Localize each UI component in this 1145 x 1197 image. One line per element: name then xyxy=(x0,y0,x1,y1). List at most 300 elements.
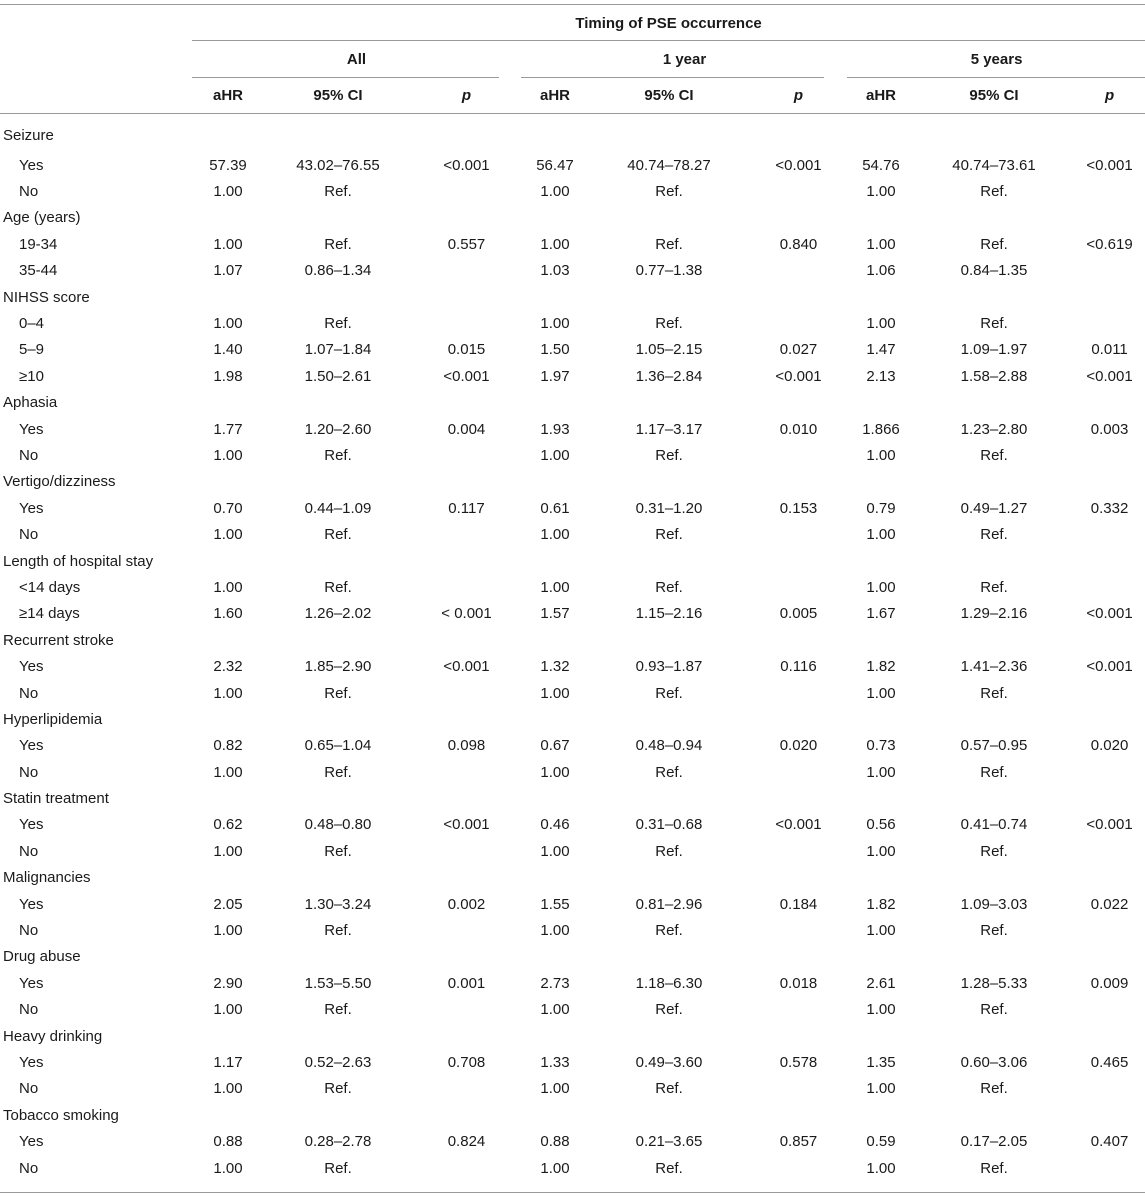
table-cell: 0.70 xyxy=(213,499,243,517)
category-label: Statin treatment xyxy=(3,790,109,808)
table-cell xyxy=(1074,785,1145,811)
table-cell xyxy=(749,178,848,204)
table-cell: 1.00 xyxy=(866,183,896,201)
table-cell xyxy=(1074,114,1145,153)
table-cell xyxy=(412,310,521,336)
table-cell: 0.465 xyxy=(1090,1053,1129,1071)
table-cell xyxy=(589,865,749,891)
table-cell: 1.00 xyxy=(866,1001,896,1019)
table-cell: 0.002 xyxy=(447,895,486,913)
table-row xyxy=(0,891,1145,917)
table-cell: 1.00 xyxy=(213,1001,243,1019)
table-cell: 1.07–1.84 xyxy=(304,341,372,359)
table-cell: 0.44–1.09 xyxy=(304,499,372,517)
table-cell xyxy=(1074,205,1145,231)
table-row xyxy=(0,653,1145,679)
table-cell xyxy=(914,1023,1074,1049)
table-row xyxy=(0,310,1145,336)
table-cell xyxy=(848,865,914,891)
table-cell: 1.26–2.02 xyxy=(304,605,372,623)
table-cell: <0.001 xyxy=(443,156,490,174)
table-row xyxy=(0,838,1145,864)
table-cell xyxy=(749,390,848,416)
table-row xyxy=(0,363,1145,389)
table-cell xyxy=(412,1155,521,1181)
table-cell: 1.40 xyxy=(213,341,243,359)
table-cell xyxy=(914,1102,1074,1128)
table-cell xyxy=(412,1023,521,1049)
table-cell: Ref. xyxy=(324,842,352,860)
table-row xyxy=(0,416,1145,442)
col-ahr: aHR xyxy=(865,86,896,104)
table-cell xyxy=(1074,574,1145,600)
table-cell xyxy=(914,944,1074,970)
table-cell: 40.74–78.27 xyxy=(627,156,711,174)
table-cell xyxy=(412,997,521,1023)
table-cell xyxy=(749,574,848,600)
table-cell xyxy=(412,917,521,943)
table-row xyxy=(0,231,1145,257)
category-row xyxy=(0,865,1145,891)
table-row xyxy=(0,1076,1145,1102)
table-cell: 0.93–1.87 xyxy=(635,658,703,676)
table-cell: 1.35 xyxy=(866,1053,896,1071)
row-label: Yes xyxy=(19,737,44,755)
table-cell: Ref. xyxy=(655,922,683,940)
row-label: ≥14 days xyxy=(19,605,80,623)
table-cell: 0.46 xyxy=(540,816,570,834)
table-cell xyxy=(412,442,521,468)
table-cell: 56.47 xyxy=(536,156,574,174)
category-label: Seizure xyxy=(3,126,54,144)
col-p: p xyxy=(461,86,472,104)
table-cell: 1.00 xyxy=(540,235,570,253)
row-label: Yes xyxy=(19,974,44,992)
table-cell xyxy=(589,390,749,416)
table-cell xyxy=(1074,627,1145,653)
table-cell: 1.18–6.30 xyxy=(635,974,703,992)
table-cell: 1.00 xyxy=(540,183,570,201)
table-cell: 1.00 xyxy=(866,578,896,596)
table-cell xyxy=(749,284,848,310)
table-row xyxy=(0,1049,1145,1075)
table-cell: <0.001 xyxy=(1086,605,1133,623)
table-cell xyxy=(412,1102,521,1128)
table-cell: 0.60–3.06 xyxy=(960,1053,1028,1071)
table-cell: Ref. xyxy=(980,446,1008,464)
table-cell xyxy=(192,390,264,416)
table-cell xyxy=(914,548,1074,574)
table-cell: 1.00 xyxy=(540,1159,570,1177)
col-ci: 95% CI xyxy=(969,86,1019,104)
table-cell: Ref. xyxy=(324,235,352,253)
table-cell: 1.55 xyxy=(540,895,570,913)
table-cell: Ref. xyxy=(655,235,683,253)
table-cell: 0.88 xyxy=(213,1133,243,1151)
table-cell: 0.117 xyxy=(448,499,485,517)
table-cell xyxy=(749,205,848,231)
table-cell: 1.00 xyxy=(213,763,243,781)
table-cell xyxy=(412,284,521,310)
table-cell: 0.28–2.78 xyxy=(304,1133,372,1151)
table-cell xyxy=(1074,680,1145,706)
table-row xyxy=(0,258,1145,284)
table-cell xyxy=(848,944,914,970)
table-cell xyxy=(521,284,589,310)
table-cell xyxy=(749,1076,848,1102)
table-cell: 1.93 xyxy=(540,420,570,438)
table-cell: 0.020 xyxy=(779,737,818,755)
table-cell: 1.00 xyxy=(866,842,896,860)
table-cell xyxy=(264,114,412,153)
table-cell: <0.001 xyxy=(775,367,822,385)
table-cell xyxy=(589,706,749,732)
table-cell xyxy=(848,114,914,153)
table-cell: 0.332 xyxy=(1090,499,1129,517)
table-cell xyxy=(749,838,848,864)
table-cell: 1.58–2.88 xyxy=(960,367,1028,385)
table-cell xyxy=(192,548,264,574)
table-cell: 0.027 xyxy=(779,341,818,359)
table-cell: 0.005 xyxy=(779,605,818,623)
table-cell: 1.00 xyxy=(213,684,243,702)
row-label: Yes xyxy=(19,1133,44,1151)
table-cell xyxy=(192,205,264,231)
table-cell xyxy=(749,469,848,495)
row-label: 5–9 xyxy=(19,341,45,359)
table-cell: <0.001 xyxy=(1086,367,1133,385)
table-cell: 0.009 xyxy=(1090,974,1129,992)
table-cell xyxy=(1074,469,1145,495)
table-cell: 1.00 xyxy=(540,763,570,781)
table-cell: 1.00 xyxy=(213,1159,243,1177)
table-cell: Ref. xyxy=(655,684,683,702)
col-ahr: aHR xyxy=(212,86,243,104)
table-cell: 1.82 xyxy=(866,895,896,913)
table-cell: 1.00 xyxy=(540,1001,570,1019)
table-cell xyxy=(749,680,848,706)
table-cell xyxy=(749,759,848,785)
table-cell: 0.098 xyxy=(447,737,486,755)
table-cell xyxy=(412,759,521,785)
table-cell xyxy=(848,390,914,416)
table-cell: 0.62 xyxy=(213,816,243,834)
table-cell: 1.57 xyxy=(540,605,570,623)
group-1-year: 1 year xyxy=(662,50,707,68)
table-cell: 0.21–3.65 xyxy=(635,1133,703,1151)
table-cell: Ref. xyxy=(655,446,683,464)
table-cell: 0.010 xyxy=(779,420,818,438)
table-cell: 0.17–2.05 xyxy=(960,1133,1028,1151)
table-cell xyxy=(521,865,589,891)
table-row xyxy=(0,1155,1145,1181)
table-cell: 1.00 xyxy=(866,1080,896,1098)
table-cell xyxy=(264,627,412,653)
table-cell: 1.00 xyxy=(213,183,243,201)
table-cell: 0.578 xyxy=(779,1053,818,1071)
table-cell xyxy=(914,205,1074,231)
table-cell: 1.47 xyxy=(866,341,896,359)
table-cell: Ref. xyxy=(655,315,683,333)
table-cell: Ref. xyxy=(655,578,683,596)
category-row xyxy=(0,548,1145,574)
corner-cell-2 xyxy=(0,41,192,77)
table-cell xyxy=(412,469,521,495)
table-cell xyxy=(749,997,848,1023)
col-p: p xyxy=(793,86,804,104)
table-cell: 2.32 xyxy=(213,658,243,676)
table-cell xyxy=(412,574,521,600)
table-cell: 1.50–2.61 xyxy=(304,367,372,385)
table-cell xyxy=(749,1023,848,1049)
table-row xyxy=(0,521,1145,547)
table-cell xyxy=(192,706,264,732)
table-cell: 1.17 xyxy=(213,1053,243,1071)
table-cell: 1.00 xyxy=(540,526,570,544)
table-cell xyxy=(192,944,264,970)
table-cell: Ref. xyxy=(655,842,683,860)
table-cell: <0.001 xyxy=(1086,658,1133,676)
table-cell: <0.619 xyxy=(1086,235,1133,253)
table-cell xyxy=(914,785,1074,811)
table-cell xyxy=(412,114,521,153)
table-cell: 0.015 xyxy=(447,341,486,359)
row-label: 19-34 xyxy=(19,235,58,253)
table-body xyxy=(0,114,1145,1182)
table-cell: 1.06 xyxy=(866,262,896,280)
table-cell: Ref. xyxy=(655,526,683,544)
table-cell: Ref. xyxy=(980,235,1008,253)
row-label: Yes xyxy=(19,658,44,676)
table-cell xyxy=(521,390,589,416)
table-cell xyxy=(521,1102,589,1128)
table-cell: 0.020 xyxy=(1090,737,1129,755)
table-cell xyxy=(914,390,1074,416)
table-cell: 1.00 xyxy=(866,1159,896,1177)
table-cell xyxy=(914,469,1074,495)
table-cell xyxy=(264,548,412,574)
table-cell xyxy=(914,627,1074,653)
table-cell: 1.41–2.36 xyxy=(960,658,1028,676)
table-cell: Ref. xyxy=(324,1080,352,1098)
table-cell: 1.00 xyxy=(540,1080,570,1098)
table-cell xyxy=(412,178,521,204)
table-cell: 1.67 xyxy=(866,605,896,623)
table-cell: 1.53–5.50 xyxy=(304,974,372,992)
table-cell: 1.866 xyxy=(862,420,900,438)
table-cell xyxy=(749,442,848,468)
table-cell xyxy=(1074,310,1145,336)
table-cell: 2.90 xyxy=(213,974,243,992)
corner-cell-3 xyxy=(0,77,192,114)
table-cell: 0.79 xyxy=(866,499,896,517)
table-cell xyxy=(264,469,412,495)
table-cell: 0.49–3.60 xyxy=(635,1053,703,1071)
table-cell: 0.407 xyxy=(1090,1133,1129,1151)
table-cell: 1.03 xyxy=(540,262,570,280)
row-label: ≥10 xyxy=(19,367,44,385)
table-row xyxy=(0,337,1145,363)
category-row xyxy=(0,627,1145,653)
table-cell: 1.09–3.03 xyxy=(960,895,1028,913)
table-cell xyxy=(264,284,412,310)
table-cell: 0.57–0.95 xyxy=(960,737,1028,755)
category-label: Hyperlipidemia xyxy=(3,710,103,728)
table-cell xyxy=(521,205,589,231)
table-cell: Ref. xyxy=(980,922,1008,940)
table-cell: 1.00 xyxy=(213,1080,243,1098)
table-cell: 57.39 xyxy=(209,156,247,174)
table-cell: <0.001 xyxy=(443,658,490,676)
table-cell xyxy=(749,1155,848,1181)
table-cell xyxy=(521,627,589,653)
table-row xyxy=(0,152,1145,178)
table-cell: 1.00 xyxy=(866,446,896,464)
table-cell: 0.003 xyxy=(1090,420,1129,438)
bottom-rule xyxy=(0,1192,1145,1193)
category-label: Age (years) xyxy=(3,209,81,227)
table-cell: 1.23–2.80 xyxy=(960,420,1028,438)
table-row xyxy=(0,495,1145,521)
category-row xyxy=(0,706,1145,732)
table-cell xyxy=(1074,1155,1145,1181)
table-cell: Ref. xyxy=(324,578,352,596)
table-cell: Ref. xyxy=(980,1001,1008,1019)
col-ci: 95% CI xyxy=(644,86,694,104)
table-cell xyxy=(412,627,521,653)
category-label: Recurrent stroke xyxy=(3,631,114,649)
category-row xyxy=(0,944,1145,970)
table-cell: 54.76 xyxy=(862,156,900,174)
row-label: Yes xyxy=(19,499,44,517)
table-cell xyxy=(192,627,264,653)
category-label: Malignancies xyxy=(3,869,91,887)
table-cell: Ref. xyxy=(655,1080,683,1098)
table-row xyxy=(0,574,1145,600)
table-cell xyxy=(412,838,521,864)
col-ahr: aHR xyxy=(539,86,570,104)
table-cell xyxy=(264,706,412,732)
table-cell xyxy=(192,1023,264,1049)
row-label: 0–4 xyxy=(19,315,45,333)
table-cell xyxy=(1074,706,1145,732)
table-cell: <0.001 xyxy=(443,367,490,385)
row-label: No xyxy=(19,1001,39,1019)
table-cell: 1.00 xyxy=(540,446,570,464)
table-cell xyxy=(1074,759,1145,785)
table-cell: 1.98 xyxy=(213,367,243,385)
table-cell: 0.59 xyxy=(866,1133,896,1151)
table-cell xyxy=(749,1102,848,1128)
table-cell: 0.73 xyxy=(866,737,896,755)
table-cell: Ref. xyxy=(980,526,1008,544)
table-row xyxy=(0,917,1145,943)
table-cell xyxy=(848,469,914,495)
col-ci: 95% CI xyxy=(313,86,363,104)
table-cell xyxy=(264,785,412,811)
table-cell xyxy=(589,1023,749,1049)
results-table xyxy=(0,5,1145,1181)
table-cell: <0.001 xyxy=(443,816,490,834)
table-cell: 0.31–1.20 xyxy=(635,499,703,517)
category-label: NIHSS score xyxy=(3,288,90,306)
table-cell xyxy=(412,865,521,891)
table-cell: 1.00 xyxy=(540,578,570,596)
table-cell xyxy=(192,1102,264,1128)
group-all: All xyxy=(346,50,367,68)
table-cell: 0.67 xyxy=(540,737,570,755)
table-row xyxy=(0,997,1145,1023)
table-cell: Ref. xyxy=(324,1159,352,1177)
table-cell xyxy=(521,785,589,811)
table-cell: Ref. xyxy=(324,446,352,464)
category-row xyxy=(0,390,1145,416)
row-label: No xyxy=(19,526,39,544)
table-cell xyxy=(412,548,521,574)
table-cell xyxy=(264,1102,412,1128)
table-cell: <0.001 xyxy=(1086,816,1133,834)
table-cell xyxy=(521,114,589,153)
table-cell xyxy=(589,548,749,574)
table-cell: 0.41–0.74 xyxy=(960,816,1028,834)
table-cell xyxy=(749,917,848,943)
table-cell: Ref. xyxy=(324,315,352,333)
table-row xyxy=(0,1128,1145,1154)
category-label: Aphasia xyxy=(3,394,58,412)
table-cell xyxy=(521,1023,589,1049)
table-cell xyxy=(749,785,848,811)
table-cell: 0.184 xyxy=(779,895,818,913)
row-label: Yes xyxy=(19,816,44,834)
table-cell xyxy=(1074,258,1145,284)
row-label: No xyxy=(19,684,39,702)
table-row xyxy=(0,970,1145,996)
table-row xyxy=(0,442,1145,468)
table-row xyxy=(0,601,1145,627)
table-cell: 1.00 xyxy=(540,684,570,702)
table-cell xyxy=(1074,1102,1145,1128)
table-cell: 0.018 xyxy=(779,974,818,992)
table-cell: 1.00 xyxy=(866,922,896,940)
table-cell: 1.50 xyxy=(540,341,570,359)
table-cell: 1.30–3.24 xyxy=(304,895,372,913)
table-cell: 0.84–1.35 xyxy=(960,262,1028,280)
table-cell: <0.001 xyxy=(775,816,822,834)
table-cell xyxy=(521,548,589,574)
table-cell xyxy=(1074,917,1145,943)
table-cell: 0.77–1.38 xyxy=(635,262,703,280)
table-cell xyxy=(589,944,749,970)
table-cell: 1.00 xyxy=(213,842,243,860)
table-cell xyxy=(1074,1076,1145,1102)
table-cell xyxy=(412,390,521,416)
table-cell xyxy=(264,865,412,891)
table-cell: 1.60 xyxy=(213,605,243,623)
table-cell: 0.48–0.94 xyxy=(635,737,703,755)
table-cell: 0.49–1.27 xyxy=(960,499,1028,517)
table-cell: Ref. xyxy=(980,1080,1008,1098)
table-cell: 1.00 xyxy=(540,842,570,860)
table-cell: < 0.001 xyxy=(441,605,492,623)
category-row xyxy=(0,284,1145,310)
row-label: No xyxy=(19,842,39,860)
table-cell xyxy=(521,706,589,732)
table-row xyxy=(0,812,1145,838)
corner-cell xyxy=(0,5,192,41)
row-label: No xyxy=(19,763,39,781)
table-cell: 2.13 xyxy=(866,367,896,385)
table-cell xyxy=(848,1023,914,1049)
